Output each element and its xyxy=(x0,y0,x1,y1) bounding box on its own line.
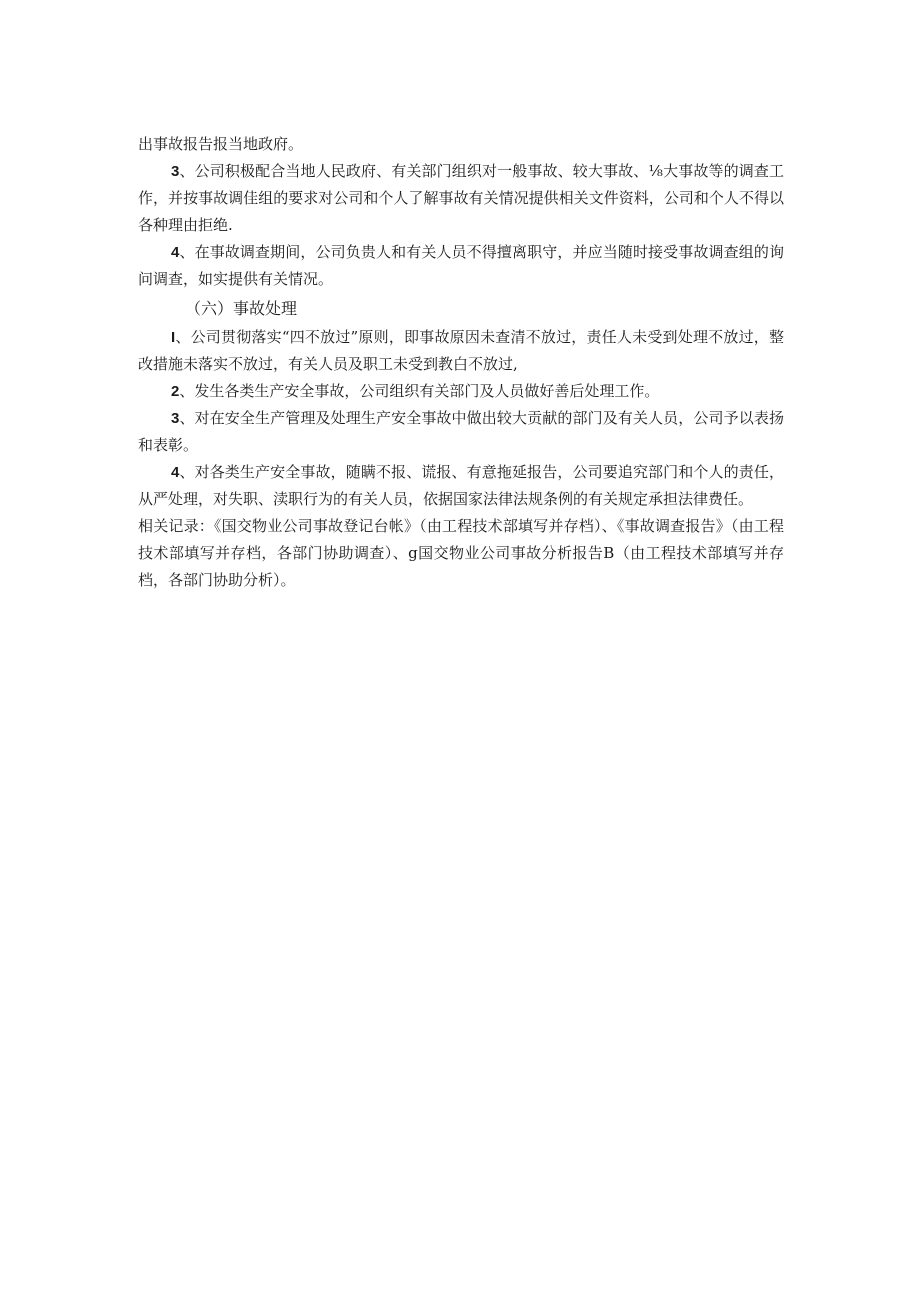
paragraph-item-3-commendation xyxy=(138,405,784,459)
item-number: 3 xyxy=(171,163,180,180)
item-text: 、公司贯彻落实“四不放过”原则，即事故原因未查清不放过，责任人未受到处理不放过，整改措施未落实不放过，有关人员及职工未受到教白不放过, xyxy=(138,328,784,373)
item-text: 、对各类生产安全事故，随瞒不报、谎报、有意拖延报告，公司要追究部门和个人的责任，从严处理，对失职、渎职行为的有关人员，依据国家法律法规条例的有关规定承担法律费任。 xyxy=(138,463,784,508)
paragraph-item-1-four-principles xyxy=(138,324,784,378)
item-text: 、在事故调查期间，公司负贵人和有关人员不得擅离职守，并应当随时接受事故调查组的询问调查，如实提供有关情况。 xyxy=(138,243,784,288)
item-text: 、对在安全生产管理及处理生产安全事故中做出较大贡献的部门及有关人员，公司予以表扬和表彰。 xyxy=(138,409,784,454)
item-text: 、发生各类生产安全事故，公司组织有关部门及人员做好善后处理工作。 xyxy=(179,382,660,400)
paragraph-item-2-aftermath xyxy=(138,378,784,405)
paragraph-item-4-accountability xyxy=(138,459,784,513)
section-heading-accident-handling: （六）事故处理 xyxy=(185,299,298,318)
item-number: 4 xyxy=(171,464,180,481)
item-number: 3 xyxy=(171,410,180,427)
paragraph-related-records: 相关记录：《国交物业公司事故登记台帐》（由工程技术部填写并存档）、《事故调查报告》（由工程技术部填写并存档，各部门协助调查）、g国交物业公司事故分析报告B（由工程技术部填写并存档，各部门协助分析）。 xyxy=(138,517,784,589)
paragraph-item-4-investigation xyxy=(138,239,784,293)
item-text: 、公司积极配合当地人民政府、有关部门组织对一般事故、较大事故、⅛大事故等的调查工作，并按事故调佳组的要求对公司和个人了解事故有关情况提供相关文件资料，公司和个人不得以各种理由拒绝. xyxy=(138,162,784,234)
document-page xyxy=(138,131,784,594)
item-number: I xyxy=(171,329,176,346)
item-number: 4 xyxy=(171,244,180,261)
item-number: 2 xyxy=(171,383,180,400)
paragraph-report-continuation: 出事故报告报当地政府。 xyxy=(138,135,304,153)
paragraph-item-3-cooperation xyxy=(138,158,784,239)
